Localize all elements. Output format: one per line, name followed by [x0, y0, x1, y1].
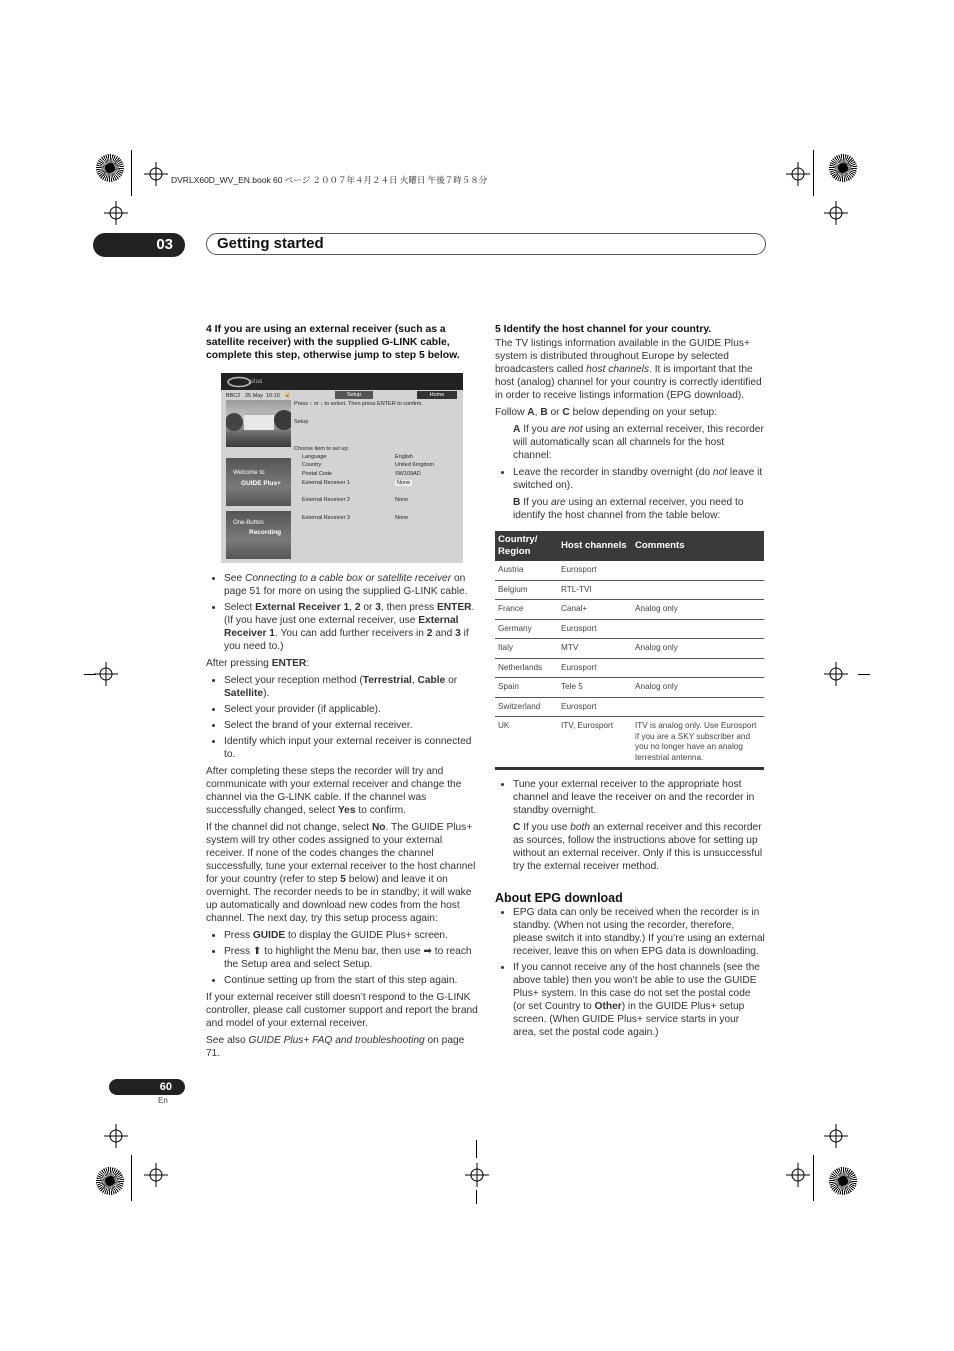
setup-item-label[interactable]: Language: [302, 454, 327, 460]
guide-plus-logo-icon: [226, 375, 266, 388]
table-cell: [632, 619, 764, 639]
table-cell: [632, 697, 764, 717]
welcome-text: Welcome to: [233, 470, 265, 476]
crosshair-icon: [824, 662, 848, 686]
list-item: • Leave the recorder in standby overnight (do not leave it switched on).: [513, 466, 765, 492]
chapter-title: Getting started: [217, 235, 324, 252]
setup-item-label[interactable]: Postal Code: [302, 471, 332, 477]
list-item: • Identify which input your external receiver is connected to.: [224, 735, 478, 761]
list-item: • EPG data can only be received when the recorder is in standby. (When not using the recorder, therefore, please switch it into standby.) If you’re using an external receiver, leave this on when EPG data is downloading.: [513, 906, 765, 958]
crosshair-icon: [94, 662, 118, 686]
setup-item-label[interactable]: External Receiver 1: [302, 480, 350, 486]
bullet-list: [495, 778, 765, 817]
table-cell: France: [495, 600, 558, 620]
paragraph: After completing these steps the recorder will try and communicate with your external receiver and change the channel via the G-LINK cable. If the channel was successfully changed, select Yes to confirm.: [206, 766, 462, 816]
table-cell: Tele 5: [558, 678, 632, 698]
list-item: • Select your reception method (Terrestrial, Cable or Satellite).: [224, 674, 478, 700]
screen-photo: [226, 400, 291, 447]
setup-item-value: United Kingdom: [395, 462, 435, 468]
list-item: • If you cannot receive any of the host channels (see the above table) then you won’t be able to use the GUIDE Plus+ system. In this case do not set the postal code (or set Country to Other) in the GUIDE Plus+ setup screen. (When GUIDE Plus+ service starts in your area, set the postal code again.): [513, 961, 765, 1039]
table-cell: [632, 580, 764, 600]
recording-text: Recording: [249, 529, 282, 536]
list-item: • Tune your external receiver to the appropriate host channel and leave the receiver on and the recorder in standby overnight.: [513, 778, 765, 817]
table-cell: Germany: [495, 619, 558, 639]
left-column: [206, 323, 478, 372]
screen-time: 10:10: [266, 393, 280, 399]
list-item: • Press ⬆ to highlight the Menu bar, then use ➡ to reach the Setup area and select Setup.: [224, 945, 478, 971]
table-cell: Switzerland: [495, 697, 558, 717]
table-cell: Eurosport: [558, 619, 632, 639]
screen-choose: Choose item to set up:: [294, 446, 350, 452]
setup-item-label[interactable]: External Receiver 3: [302, 515, 350, 521]
table-cell: Analog only: [632, 600, 764, 620]
table-row: [495, 619, 764, 639]
crosshair-icon: [104, 1124, 128, 1148]
table-cell: Netherlands: [495, 658, 558, 678]
chapter-number: 03: [93, 233, 185, 257]
paragraph: If the channel did not change, select No. The GUIDE Plus+ system will try other codes assigned to your external receiver. If none of the codes changes the channel successfully, tune your external receiver to the host channel for your country (refer to step 5 below) and leave it on overnight. The recorder needs to be in standby; it will wake up automatically and download new codes from the host channel. The next day, try this setup process again:: [206, 822, 476, 924]
right-arrow-icon: ➡: [423, 946, 432, 957]
table-row: [495, 639, 764, 659]
option-a-text: A If you are not using an external receiver, this recorder will automatically scan all channels for the host channel:: [513, 424, 764, 461]
crosshair-icon: [786, 162, 810, 186]
crosshair-icon: [144, 1163, 168, 1187]
table-cell: Analog only: [632, 639, 764, 659]
list-item: • Select External Receiver 1, 2 or 3, then press ENTER. (If you have just one external receiver, use External Receiver 1. You can add further receivers in 2 and 3 if you need to.): [224, 601, 478, 653]
table-header-row: [495, 531, 764, 561]
table-cell: ITV, Eurosport: [558, 717, 632, 769]
house-photo-icon: [226, 400, 291, 447]
table-row: [495, 678, 764, 698]
crosshair-icon: [465, 1163, 489, 1187]
crosshair-icon: [144, 162, 168, 186]
table-cell: Analog only: [632, 678, 764, 698]
lock-icon: 🔒: [284, 392, 291, 398]
svg-text:plus: plus: [250, 378, 263, 385]
table-row: [495, 697, 764, 717]
table-cell: Belgium: [495, 580, 558, 600]
setup-item-value: None: [397, 480, 411, 486]
crosshair-icon: [824, 201, 848, 225]
bullet-list: [206, 572, 478, 653]
tab-home[interactable]: Home: [417, 391, 457, 399]
registration-disc-icon: [96, 154, 124, 182]
setup-item-label[interactable]: External Receiver 2: [302, 497, 350, 503]
one-button-recording-panel[interactable]: [226, 511, 291, 559]
table-cell: RTL-TVI: [558, 580, 632, 600]
left-column-body: [206, 572, 478, 1064]
up-arrow-icon: ⬆: [252, 946, 262, 957]
table-row: [495, 580, 764, 600]
bullet-list: [206, 929, 478, 987]
table-cell: Eurosport: [558, 658, 632, 678]
screen-date: 25 May: [245, 393, 264, 399]
table-header-cell: Country/ Region: [495, 531, 558, 561]
table-cell: MTV: [558, 639, 632, 659]
paragraph: If your external receiver still doesn’t respond to the G-LINK controller, please call customer support and report the brand and model of your external receiver.: [206, 992, 478, 1029]
step-5-heading: 5 Identify the host channel for your country.: [495, 324, 712, 335]
setup-item-value: SW109AD: [395, 471, 421, 477]
crosshair-icon: [104, 201, 128, 225]
after-pressing-text: After pressing ENTER:: [206, 658, 310, 669]
screen-channel: BBC2: [226, 393, 241, 399]
table-cell: Spain: [495, 678, 558, 698]
step-4-heading: 4 If you are using an external receiver (such as a satellite receiver) with the supplied G-LINK cable, complete this step, otherwise jump to step 5 below.: [206, 324, 460, 361]
registration-disc-icon: [829, 154, 857, 182]
screen-top-bar: [221, 373, 463, 390]
option-b-text: B If you are using an external receiver, you need to identify the host channel from the table below:: [513, 497, 744, 521]
host-channels-table: [495, 531, 764, 770]
table-row: [495, 658, 764, 678]
language-code: En: [158, 1096, 168, 1105]
tab-setup[interactable]: Setup: [335, 391, 373, 399]
bullet-list: [495, 906, 765, 1039]
paragraph: Follow A, B or C below depending on your setup:: [495, 407, 718, 418]
list-item: • Continue setting up from the start of this step again.: [224, 974, 478, 987]
table-cell: ITV is analog only. Use Eurosport if you are a SKY subscriber and you no longer have an analog terrestrial antenna.: [632, 717, 764, 769]
table-header-cell: Host channels: [558, 531, 632, 561]
registration-disc-icon: [96, 1167, 124, 1195]
bullet-list: [495, 466, 765, 492]
crosshair-icon: [824, 1124, 848, 1148]
table-cell: Canal+: [558, 600, 632, 620]
screen-section: Setup: [294, 419, 309, 425]
table-cell: Italy: [495, 639, 558, 659]
one-button-text: One-Button: [233, 520, 264, 526]
setup-item-value: English: [395, 454, 414, 460]
list-item: • Press GUIDE to display the GUIDE Plus+ screen.: [224, 929, 478, 942]
paragraph: See also GUIDE Plus+ FAQ and troubleshooting on page 71.: [206, 1035, 465, 1059]
setup-item-value: None: [395, 497, 409, 503]
page-number: 60: [109, 1079, 185, 1095]
welcome-panel[interactable]: [226, 458, 291, 506]
table-cell: [632, 561, 764, 580]
table-cell: Eurosport: [558, 561, 632, 580]
setup-item-label[interactable]: Country: [302, 462, 322, 468]
bullet-list: [206, 674, 478, 761]
chapter-title-bar: [206, 233, 766, 255]
list-item: • Select the brand of your external receiver.: [224, 719, 478, 732]
table-header-cell: Comments: [632, 531, 764, 561]
paragraph: The TV listings information available in the GUIDE Plus+ system is distributed throughout Europe by selected broadcasters called host channels. It is important that the host (analog) channel for your country is correctly identified in order to receive listings information (EPG download).: [495, 338, 762, 401]
crosshair-icon: [786, 1163, 810, 1187]
registration-disc-icon: [829, 1167, 857, 1195]
option-c-text: C If you use both an external receiver and this recorder as sources, follow the instructions above for setting up without an external receiver. Only if this is unsuccessful try the external receiver method.: [513, 822, 763, 872]
setup-item-value: None: [395, 515, 409, 521]
table-cell: [632, 658, 764, 678]
table-cell: UK: [495, 717, 558, 769]
table-row: [495, 600, 764, 620]
guide-plus-setup-screen: [221, 373, 463, 563]
list-item: • Select your provider (if applicable).: [224, 703, 478, 716]
epg-heading: About EPG download: [495, 891, 623, 905]
welcome-guide-text: GUIDE Plus+: [241, 480, 281, 487]
table-cell: Eurosport: [558, 697, 632, 717]
right-column: [495, 323, 765, 1043]
list-item: • See Connecting to a cable box or satellite receiver on page 51 for more on using the supplied G-LINK cable.: [224, 572, 478, 598]
print-header: DVRLX60D_WV_EN.book 60 ページ ２００７年４月２４日 火曜日 午後７時５８分: [171, 175, 488, 185]
table-row: [495, 561, 764, 580]
table-cell: Austria: [495, 561, 558, 580]
screen-instruction: Press ↑ or ↓ to select. Then press ENTER to confirm.: [294, 401, 423, 407]
table-row: [495, 717, 764, 769]
